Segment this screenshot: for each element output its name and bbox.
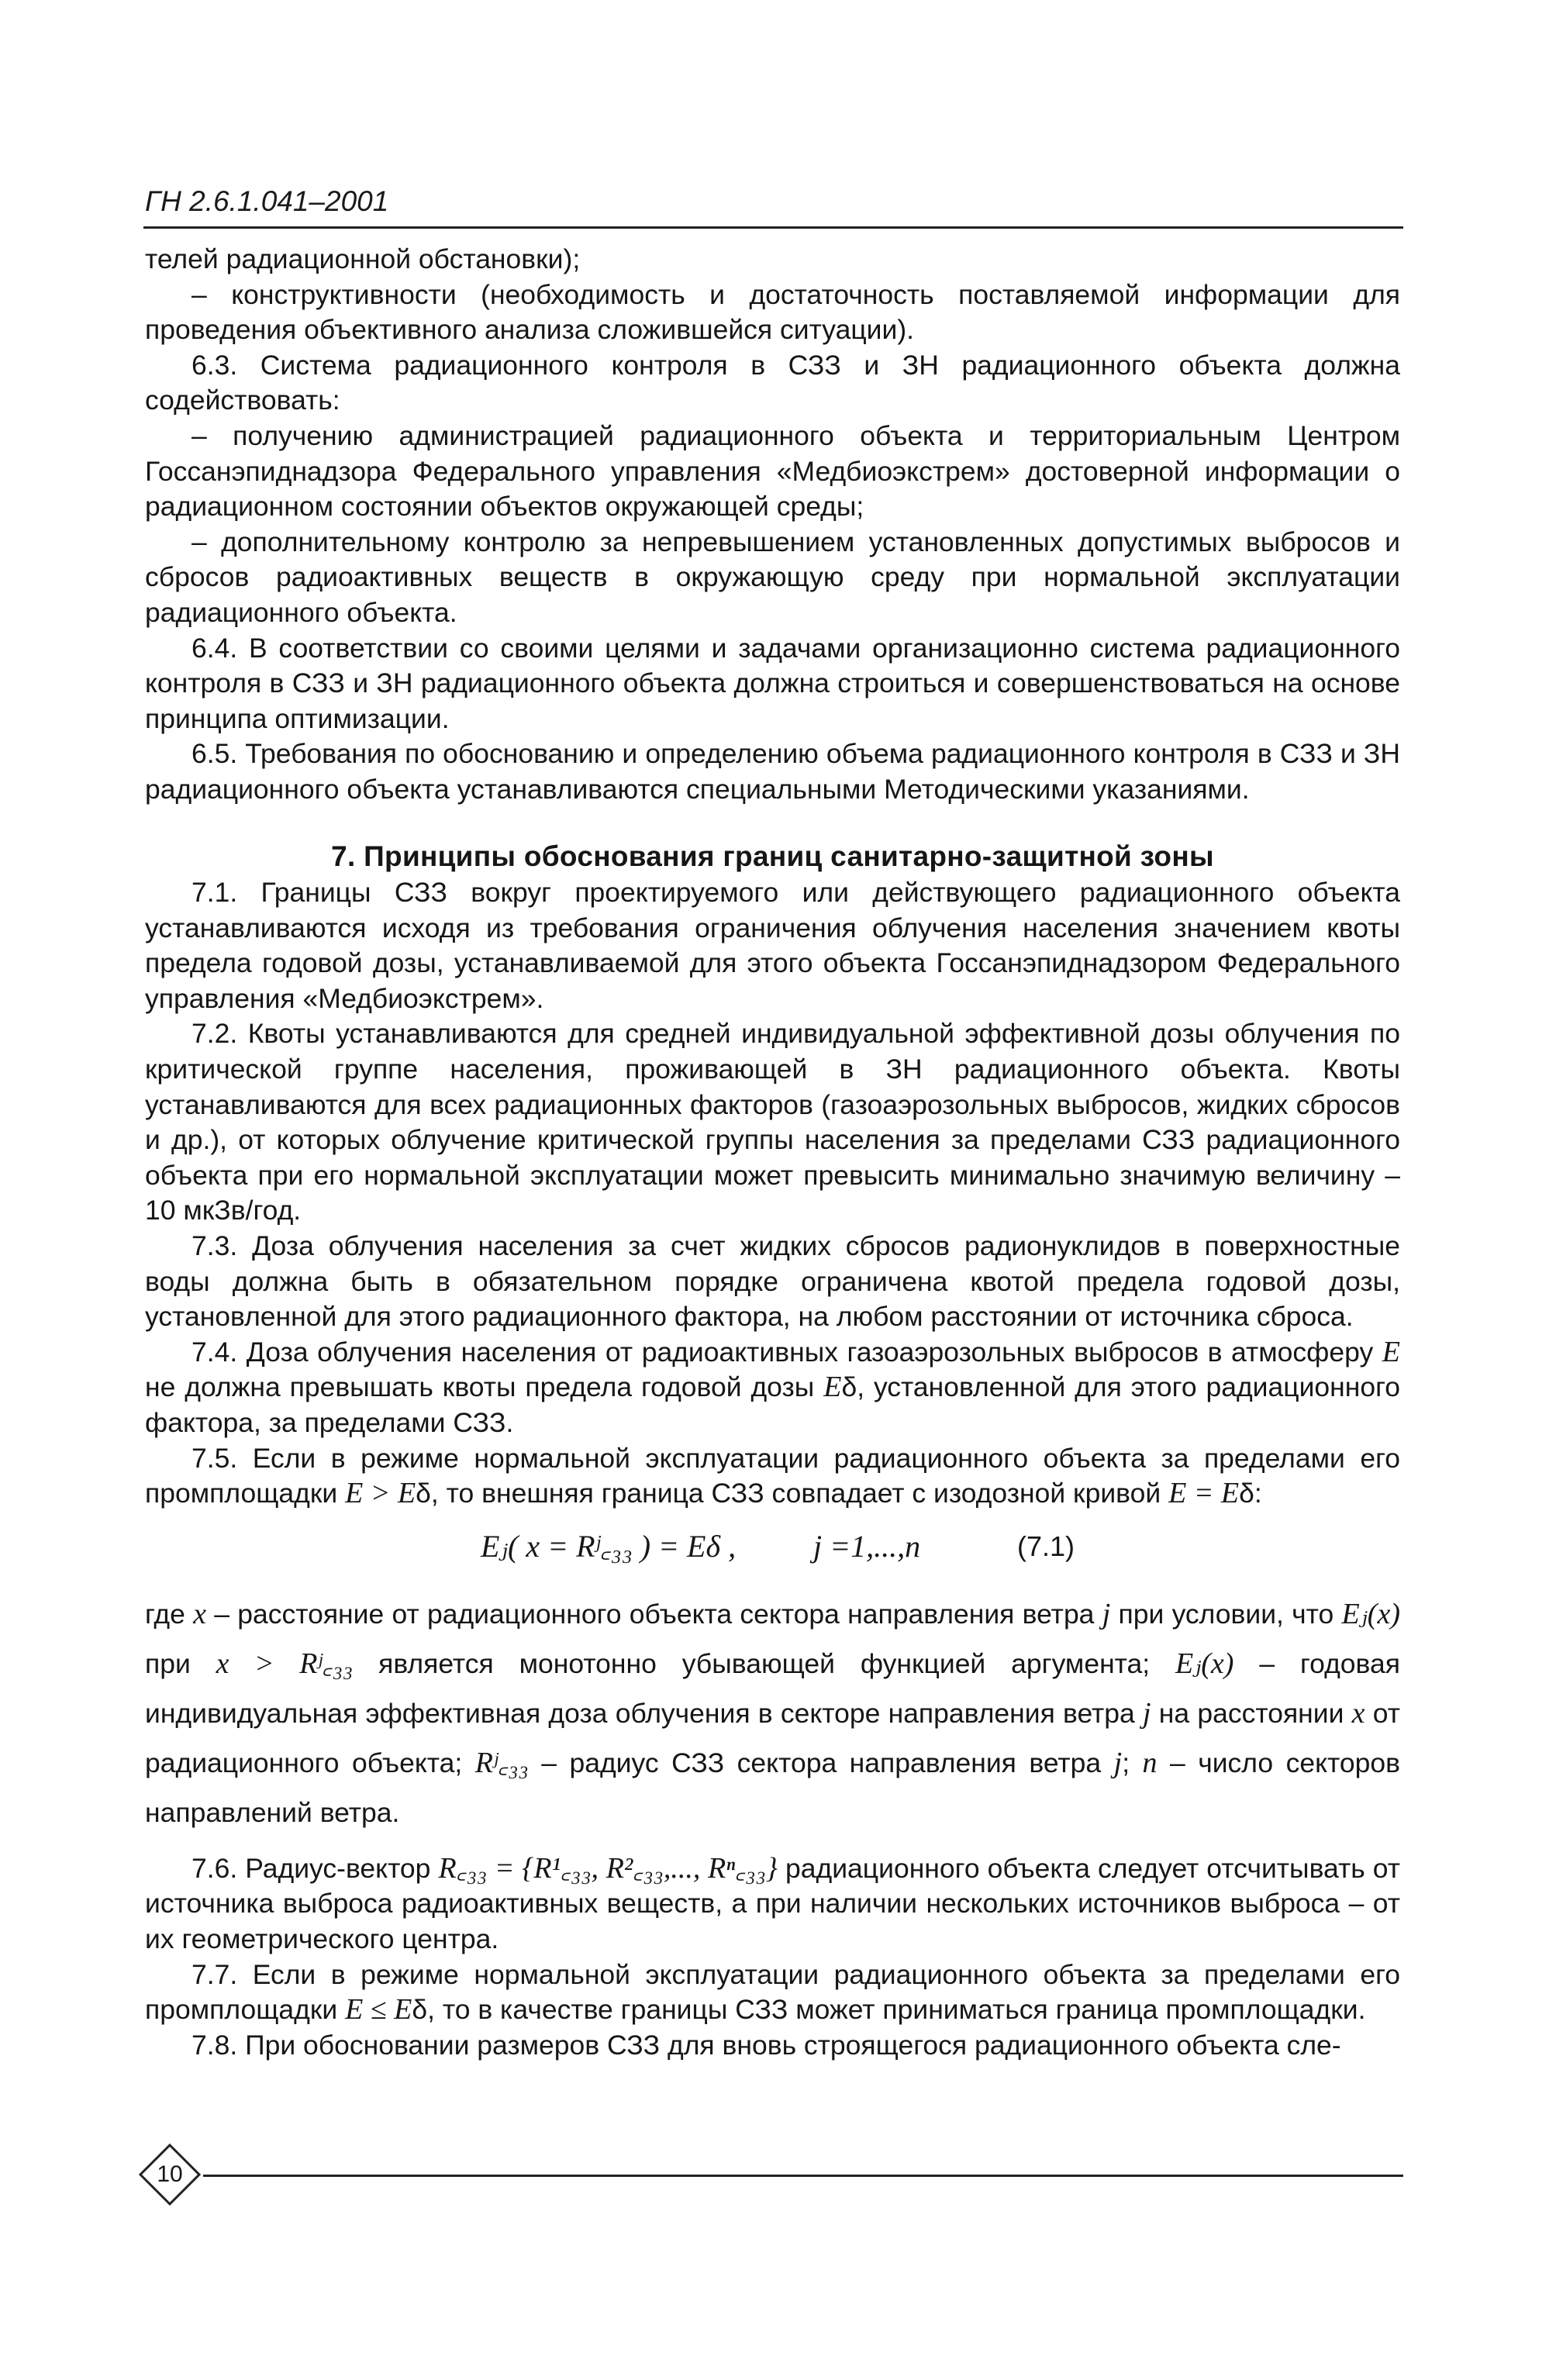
- page-number-badge: [138, 2143, 202, 2206]
- paragraph: 6.3. Система радиационного контроля в СЗЗ и ЗН радиационного объекта должна содействовать:: [145, 349, 1400, 416]
- footer-rule: [203, 2175, 1403, 2177]
- paragraph: 7.8. При обосновании размеров СЗЗ для вновь строящегося радиационного объекта сле-: [191, 2029, 1341, 2061]
- formula-7-1: [145, 1512, 1400, 1589]
- section-heading: 7. Принципы обоснования границ санитарно-защитной зоны: [331, 840, 1214, 872]
- paragraph: 7.3. Доза облучения населения за счет жидких сбросов радионуклидов в поверхностные воды должна быть в обязательном порядке ограничена квотой предела годовой дозы, установленной для этого радиационного фактора, на любом расстоянии от источника сброса.: [145, 1230, 1400, 1333]
- paragraph: – конструктивности (необходимость и достаточность поставляемой информации для проведения объективного анализа сложившейся ситуации).: [145, 278, 1400, 346]
- paragraph: 7.1. Границы СЗЗ вокруг проектируемого или действующего радиационного объекта устанавливаются исходя из требования ограничения облучения населения значением квоты предела годовой дозы, устанавливаемой для этого объекта Госсанэпиднадзором Федерального управления «Медбиоэкстрем».: [145, 877, 1400, 1014]
- formula-index-range: j =1,...,n: [813, 1528, 921, 1564]
- document-body: [145, 242, 1400, 2063]
- paragraph: – получению администрацией радиационного объекта и территориальным Центром Госсанэпиднадзора Федерального управления «Медбиоэкстрем» достоверной информации о радиационном состоянии объектов окружающей среды;: [145, 419, 1400, 523]
- paragraph-7-6: 7.6. Радиус-вектор R꜀₃₃ = {R¹꜀₃₃, R²꜀₃₃,..., Rⁿ꜀₃₃} радиационного объекта следует отсчитывать от источника выброса радиоактивных веществ, а при наличии нескольких источников выброса – от их геометрического центра.: [145, 1851, 1400, 1954]
- paragraph: – дополнительному контролю за непревышением установленных допустимых выбросов и сбросов радиоактивных веществ в окружающую среду при нормальной эксплуатации радиационного объекта.: [145, 526, 1400, 628]
- paragraph-7-4: 7.4. Доза облучения населения от радиоактивных газоаэрозольных выбросов в атмосферу E не должна превышать квоты предела годовой дозы Eδ, установленной для этого радиационного фактора, за пределами СЗЗ.: [145, 1335, 1401, 1438]
- paragraph-where: где x – расстояние от радиационного объекта сектора направления ветра j при условии, что Eⱼ(x) при x > Rʲ꜀₃₃ является монотонно убывающей функцией аргумента; Eⱼ(x) – годовая индивидуальная эффективная доза облучения в секторе направления ветра j на расстоянии x от радиационного объекта; Rʲ꜀₃₃ – радиус СЗЗ сектора направления ветра j; n – число секторов направлений ветра.: [145, 1597, 1401, 1828]
- header-rule: [143, 226, 1403, 229]
- page-number: 10: [157, 2161, 183, 2187]
- formula-number: (7.1): [1017, 1530, 1075, 1562]
- paragraph-7-7: 7.7. Если в режиме нормальной эксплуатации радиационного объекта за пределами его промплощадки E ≤ Eδ, то в качестве границы СЗЗ может приниматься граница промплощадки.: [145, 1958, 1400, 2026]
- document-code-header: ГН 2.6.1.041–2001: [145, 185, 389, 217]
- paragraph-7-5: 7.5. Если в режиме нормальной эксплуатации радиационного объекта за пределами его промплощадки E > Eδ, то внешняя граница СЗЗ совпадает с изодозной кривой E = Eδ:: [145, 1442, 1400, 1510]
- paragraph: 6.5. Требования по обоснованию и определению объема радиационного контроля в СЗЗ и ЗН радиационного объекта устанавливаются специальными Методическими указаниями.: [145, 738, 1400, 805]
- paragraph: 7.2. Квоты устанавливаются для средней индивидуальной эффективной дозы облучения по критической группе населения, проживающей в ЗН радиационного объекта. Квоты устанавливаются для всех радиационных факторов (газоаэрозольных выбросов, жидких сбросов и др.), от которых облучение критической группы населения за пределами СЗЗ радиационного объекта при его нормальной эксплуатации может превысить минимально значимую величину – 10 мкЗв/год.: [145, 1018, 1400, 1226]
- paragraph: 6.4. В соответствии со своими целями и задачами организационно система радиационного контроля в СЗЗ и ЗН радиационного объекта должна строиться и совершенствоваться на основе принципа оптимизации.: [145, 632, 1400, 734]
- paragraph: телей радиационной обстановки);: [145, 243, 581, 274]
- formula-expression: Eⱼ( x = Rʲ꜀₃₃ ) = Eδ ,: [481, 1528, 737, 1564]
